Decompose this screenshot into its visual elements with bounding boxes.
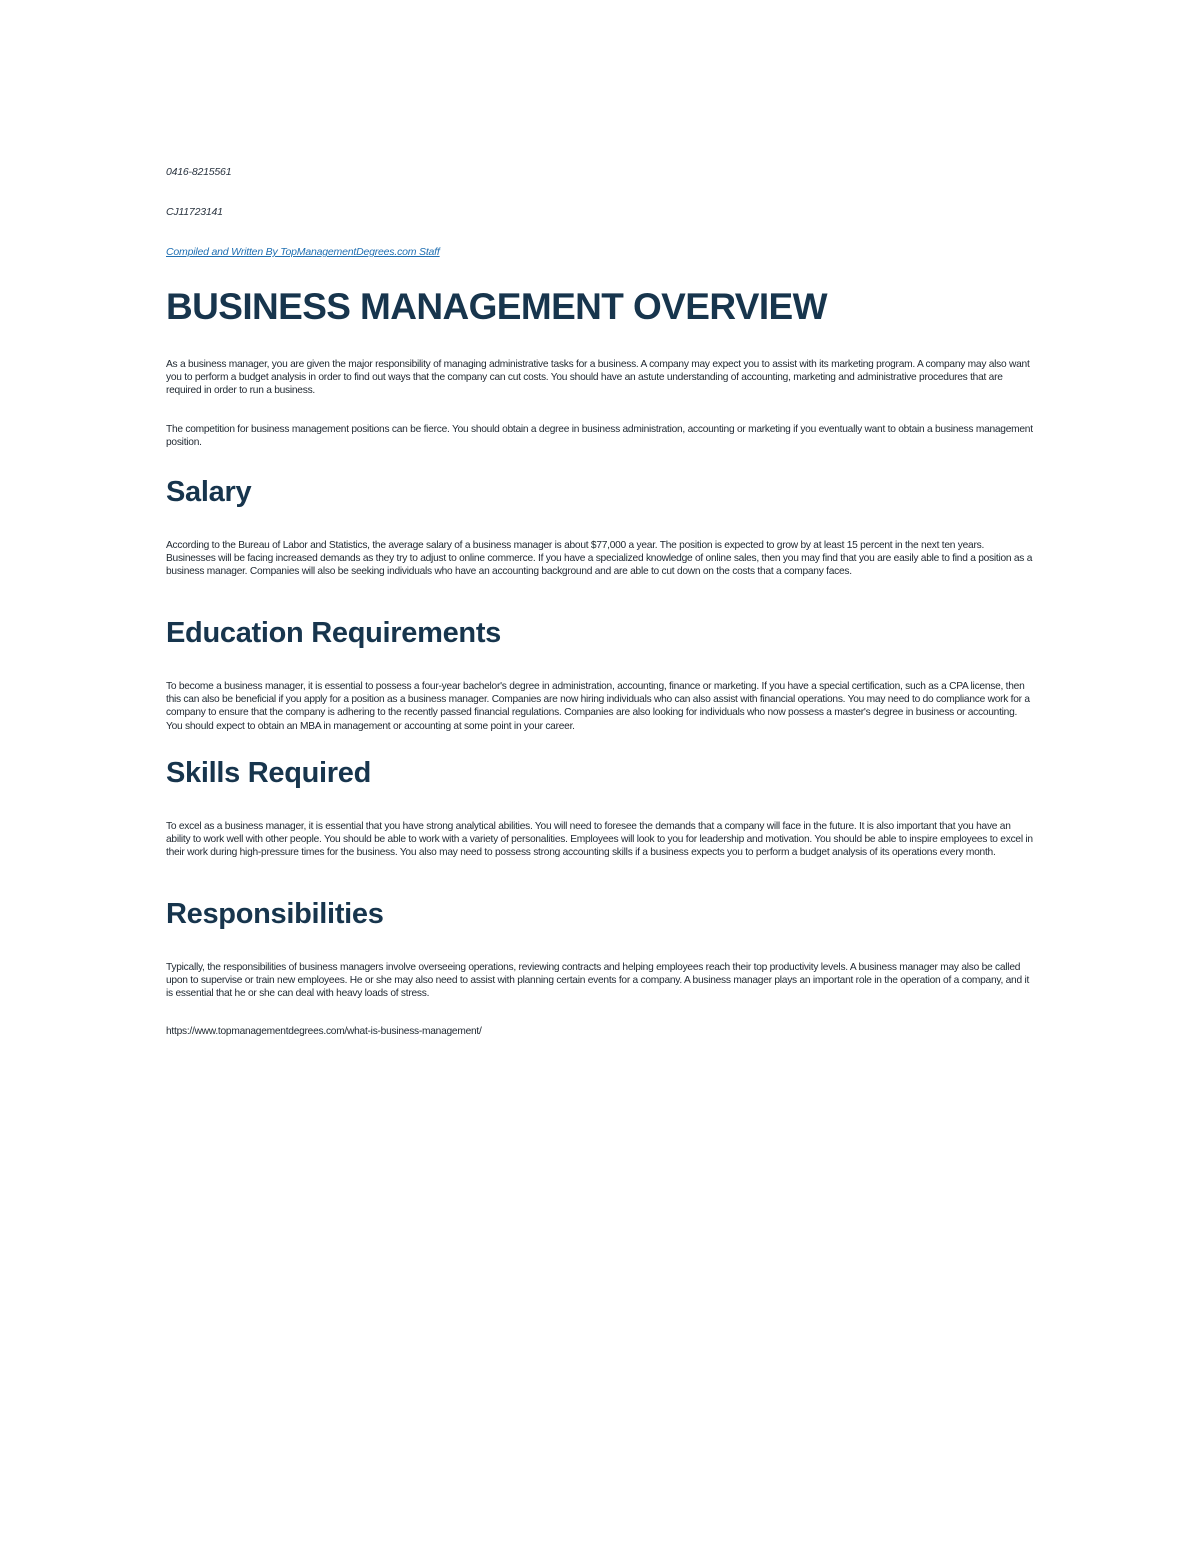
intro-paragraph-1: As a business manager, you are given the major responsibility of managing administrative tasks for a business. A company may expect you to assist with its marketing program. A company may also want you to perform a budget analysis in order to find out ways that the company can cut costs. You should have an astute understanding of accounting, marketing and administrative procedures that are required in order to run a business. bbox=[166, 359, 1030, 397]
heading-skills-required: Skills Required bbox=[166, 757, 372, 789]
document-id-1: 0416-8215561 bbox=[166, 166, 232, 178]
heading-education-requirements: Education Requirements bbox=[166, 617, 502, 649]
heading-salary: Salary bbox=[166, 476, 252, 508]
heading-responsibilities: Responsibilities bbox=[166, 898, 384, 930]
paragraph-education-requirements: To become a business manager, it is essential to possess a four-year bachelor's degree in administration, accounting, finance or marketing. If you have a special certification, such as a CPA license, then this can also be beneficial if you apply for a position as a business manager. Companies are now hiring individuals who can also assist with financial operations. You may need to do compliance work for a company to ensure that the company is adhering to the recently passed financial regulations. Companies are also looking for individuals who now possess a master's degree in business or accounting. You should expect to obtain an MBA in management or accounting at some point in your career. bbox=[166, 681, 1030, 732]
paragraph-skills-required: To excel as a business manager, it is essential that you have strong analytical abilities. You will need to foresee the demands that a company will face in the future. It is also important that you have an ability to work well with other people. You should be able to work with a variety of personalities. Employees will look to you for leadership and motivation. You should be able to inspire employees to excel in their work during high-pressure times for the business. You also may need to possess strong accounting skills if a business expects you to perform a budget analysis of its operations every month. bbox=[166, 821, 1033, 859]
paragraph-responsibilities: Typically, the responsibilities of business managers involve overseeing operations, reviewing contracts and helping employees reach their top productivity levels. A business manager may also be called upon to supervise or train new employees. He or she may also need to assist with planning certain events for a company. A business manager plays an important role in the operation of a company, and it is essential that he or she can deal with heavy loads of stress. bbox=[166, 962, 1030, 1000]
document-id-2: CJ11723141 bbox=[166, 206, 223, 218]
intro-paragraph-2: The competition for business management positions can be fierce. You should obtain a degree in business administration, accounting or marketing if you eventually want to obtain a business management position. bbox=[166, 424, 1033, 449]
credit-link[interactable]: Compiled and Written By TopManagementDegrees.com Staff bbox=[166, 246, 440, 258]
page-title: BUSINESS MANAGEMENT OVERVIEW bbox=[166, 286, 827, 327]
paragraph-salary: According to the Bureau of Labor and Statistics, the average salary of a business manager is about $77,000 a year. The position is expected to grow by at least 15 percent in the next ten years. Businesses will be facing increased demands as they try to adjust to online commerce. If you have a specialized knowledge of online sales, then you may find that you are easily able to find a position as a business manager. Companies will also be seeking individuals who have an accounting background and are able to cut down on the costs that a company faces. bbox=[166, 540, 1033, 578]
source-url: https://www.topmanagementdegrees.com/what-is-business-management/ bbox=[166, 1026, 482, 1037]
